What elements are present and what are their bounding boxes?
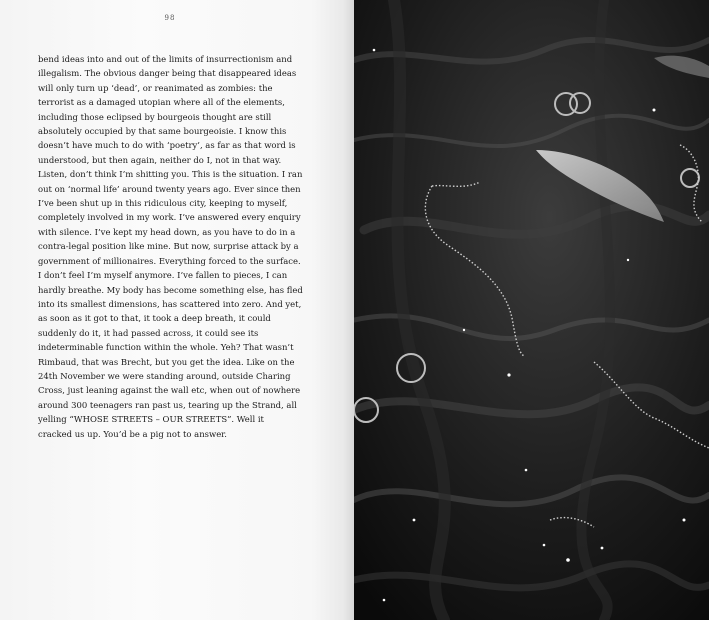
photo-page: [354, 0, 709, 620]
text-line: Listen, don’t think I’m shitting you. This is the situation. I ran: [38, 169, 303, 180]
text-line: around 300 teenagers ran past us, tearing up the Strand, all: [38, 399, 297, 410]
jewellery-photo: [354, 0, 709, 620]
text-line: terrorist as a damaged utopian where all of the elements,: [38, 97, 285, 108]
text-line: suddenly do it, it had passed across, it could see its: [38, 327, 259, 338]
text-line: yelling “WHOSE STREETS – OUR STREETS”. Well it: [38, 414, 264, 425]
text-line: 24th November we were standing around, outside Charing: [38, 370, 291, 381]
text-line: indeterminable function within the whole. Yeh? That wasn’t: [38, 342, 294, 353]
text-line: including those eclipsed by bourgeois thought are still: [38, 111, 272, 122]
text-line: doesn’t have much to do with ‘poetry’, as far as that word is: [38, 140, 296, 151]
text-line: completely involved in my work. I’ve answered every enquiry: [38, 212, 301, 223]
text-line: hardly breathe. My body has become something else, has fled: [38, 284, 303, 295]
text-line: will only turn up ‘dead’, or reanimated as zombies: the: [38, 82, 273, 93]
text-line: absolutely occupied by that same bourgeoisie. I know this: [38, 126, 287, 137]
text-line: Cross, just leaning against the wall etc, when out of nowhere: [38, 385, 301, 396]
text-line: cracked us up. You’d be a pig not to answer.: [38, 428, 227, 439]
text-line: Rimbaud, that was Brecht, but you get the idea. Like on the: [38, 356, 295, 367]
text-line: illegalism. The obvious danger being that disappeared ideas: [38, 68, 297, 79]
text-line: bend ideas into and out of the limits of insurrectionism and: [38, 54, 293, 64]
page-number: 98: [164, 14, 176, 22]
text-line: into its smallest dimensions, has scattered into zero. And yet,: [38, 298, 302, 309]
text-line: with silence. I’ve kept my head down, as you have to do in a: [38, 226, 296, 237]
text-line: I don’t feel I’m myself anymore. I’ve fallen to pieces, I can: [38, 270, 288, 281]
text-line: understood, but then again, neither do I, not in that way.: [38, 154, 282, 165]
text-page: [0, 0, 354, 620]
text-line: government of millionaires. Everything forced to the surface.: [38, 255, 301, 266]
body-text: [38, 52, 306, 441]
text-line: as soon as it got to that, it took a deep breath, it could: [38, 313, 271, 324]
text-line: contra-legal position like mine. But now, surprise attack by a: [38, 241, 299, 252]
text-line: I’ve been shut up in this ridiculous city, keeping to myself,: [38, 198, 288, 209]
text-line: out on ‘normal life’ around twenty years ago. Ever since then: [38, 183, 301, 194]
